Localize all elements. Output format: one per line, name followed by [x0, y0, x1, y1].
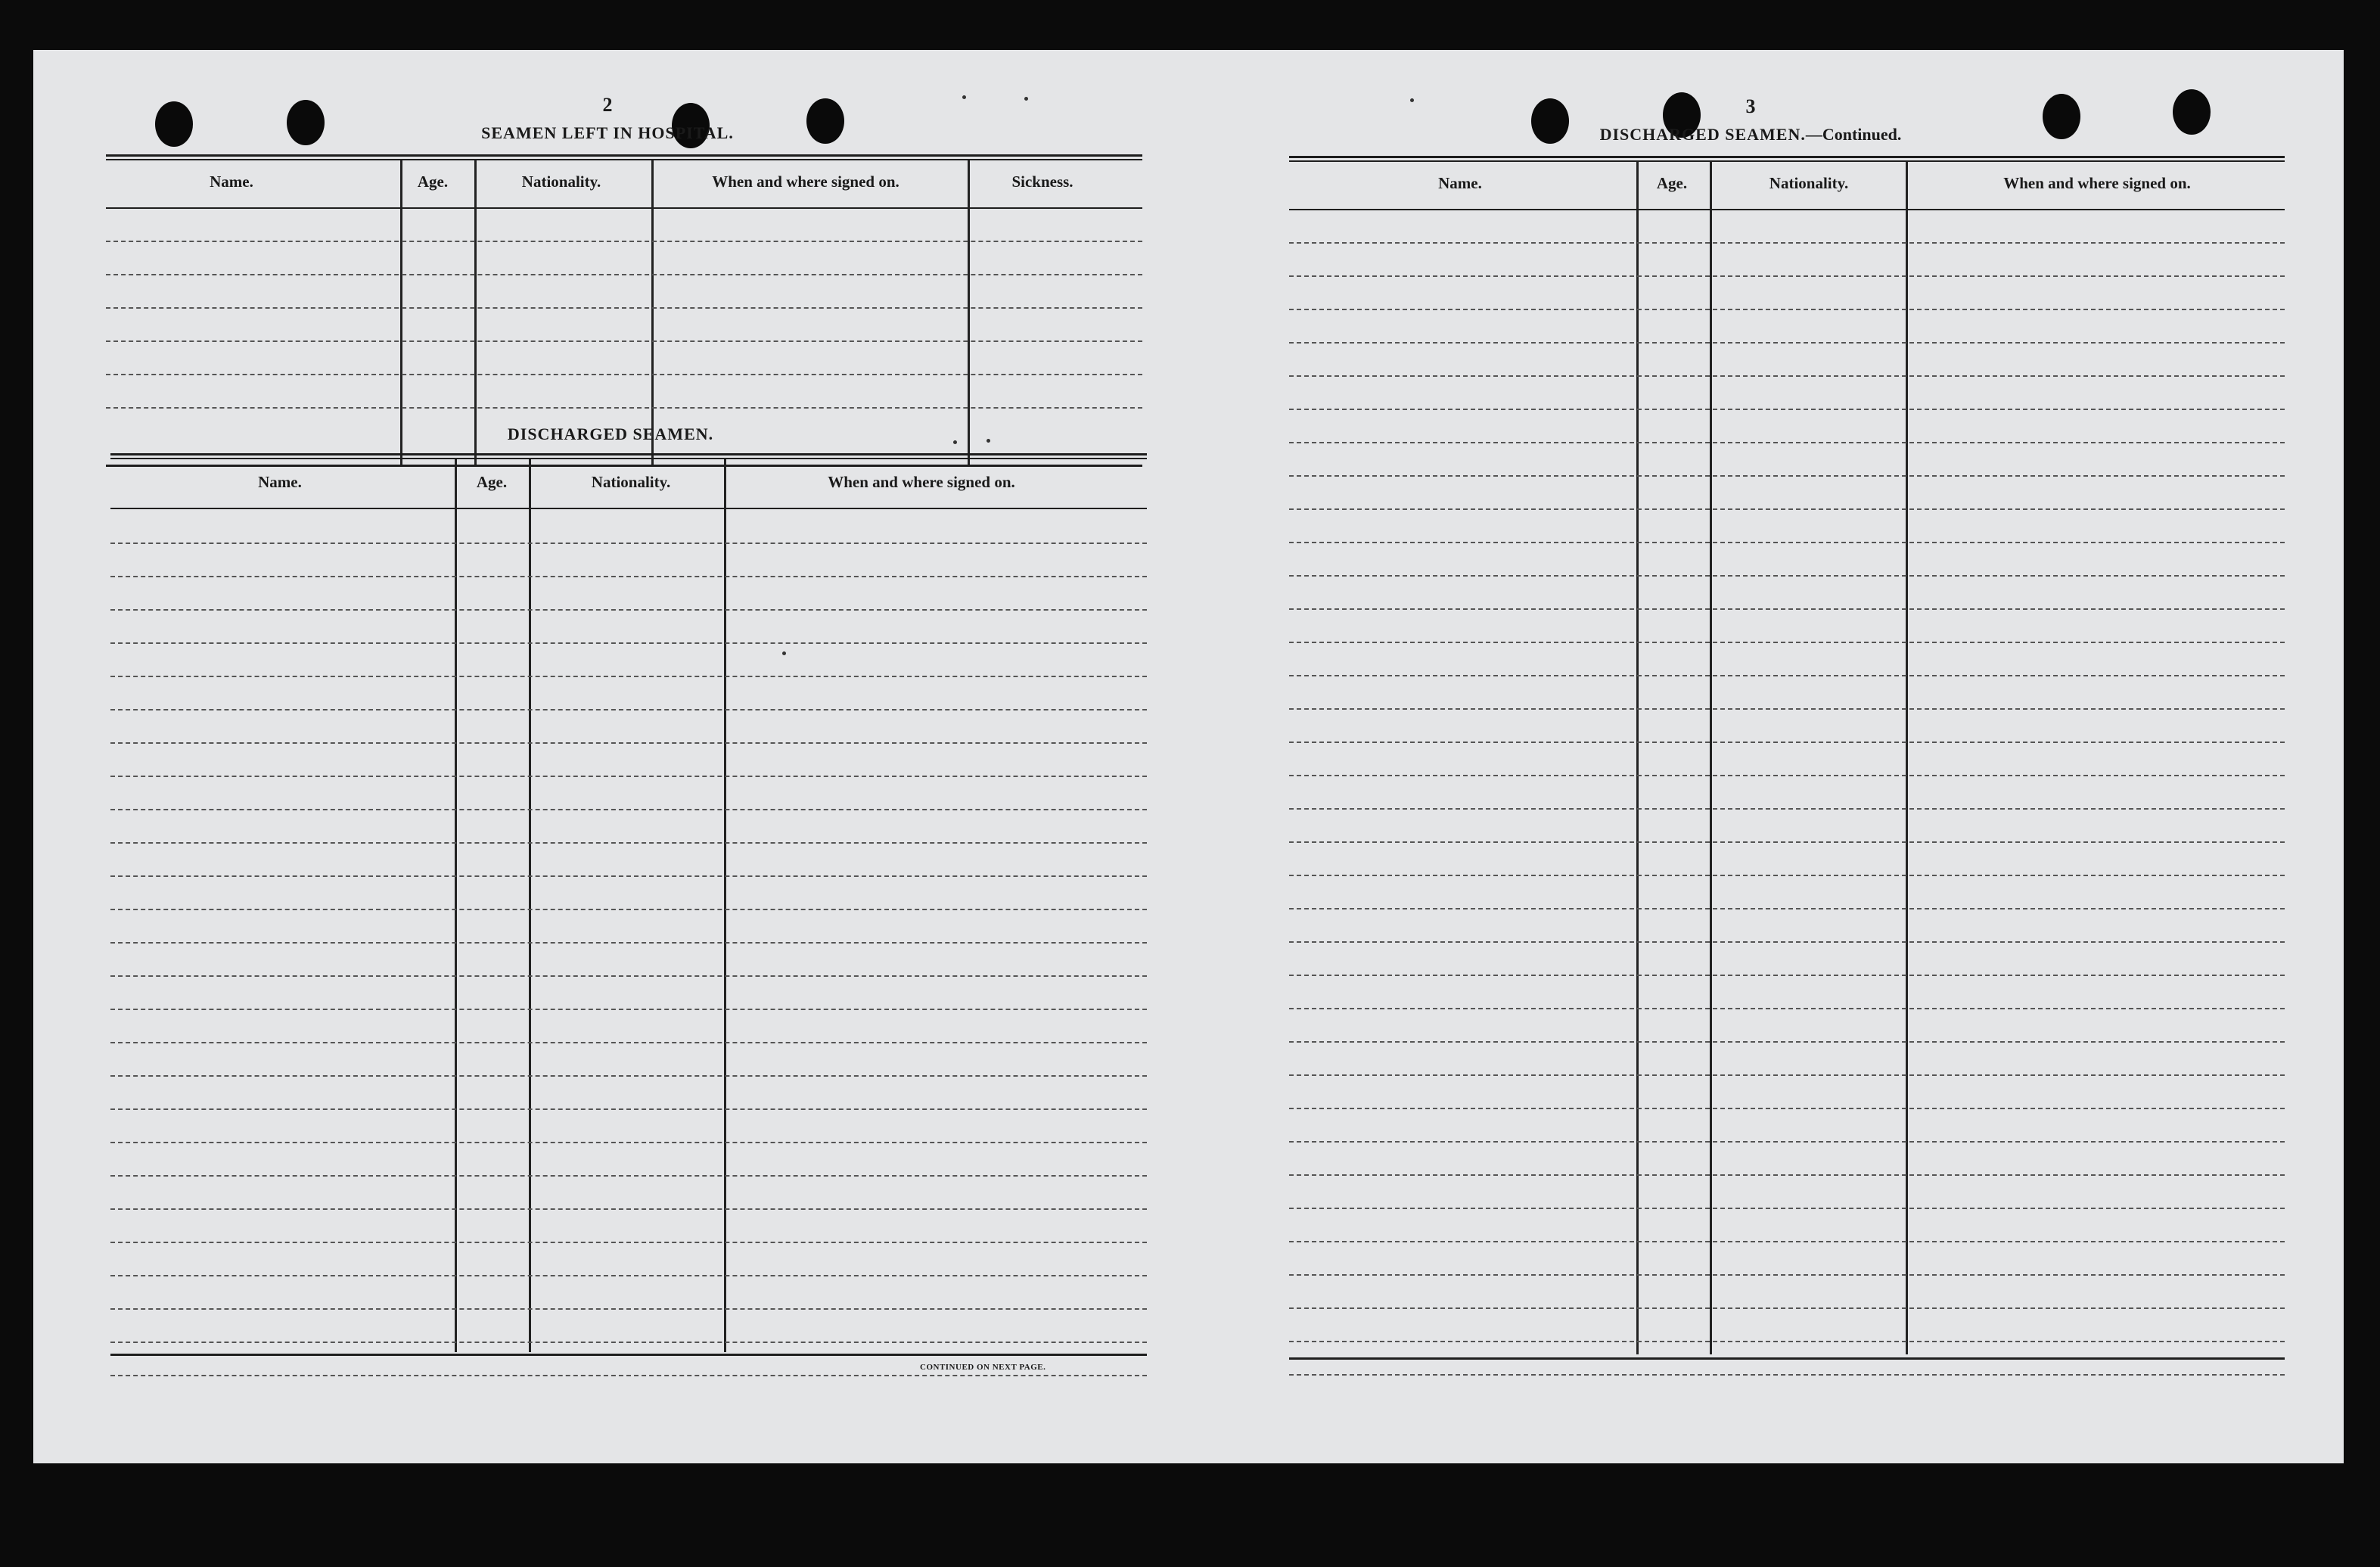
entry-line	[110, 709, 1147, 710]
entry-line	[1289, 841, 2285, 843]
entry-line	[1289, 242, 2285, 244]
left-page	[33, 50, 1188, 1463]
entry-line	[1289, 1141, 2285, 1143]
entry-line	[1289, 1074, 2285, 1076]
entry-line	[110, 576, 1147, 577]
column-header-name: Name.	[258, 473, 302, 491]
entry-line	[106, 340, 1142, 342]
entry-line	[1289, 275, 2285, 277]
entry-line	[110, 1142, 1147, 1143]
column-header-age: Age.	[417, 173, 449, 191]
entry-line	[1289, 375, 2285, 377]
entry-line	[1289, 309, 2285, 310]
entry-line	[1289, 1108, 2285, 1109]
entry-line	[1289, 1008, 2285, 1009]
entry-line	[1289, 908, 2285, 909]
entry-line	[1289, 642, 2285, 643]
hospital-table	[106, 154, 1142, 471]
entry-line	[1289, 1341, 2285, 1342]
entry-line	[1289, 1174, 2285, 1176]
entry-line	[1289, 708, 2285, 710]
entry-line	[110, 809, 1147, 810]
entry-line	[1289, 608, 2285, 610]
entry-line	[1289, 742, 2285, 743]
entry-line	[106, 407, 1142, 409]
section-title-main: DISCHARGED SEAMEN.	[1599, 125, 1806, 144]
entry-line	[110, 909, 1147, 910]
entry-line	[110, 1308, 1147, 1310]
entry-line	[1289, 508, 2285, 510]
entry-line	[1289, 542, 2285, 543]
entry-line	[1289, 442, 2285, 443]
column-header-name: Name.	[210, 173, 253, 191]
entry-line	[110, 1242, 1147, 1243]
entry-line	[106, 241, 1142, 242]
entry-line	[1289, 575, 2285, 577]
entry-line	[110, 776, 1147, 777]
entry-line	[110, 1075, 1147, 1077]
column-header-nationality: Nationality.	[591, 473, 671, 491]
discharged-table	[110, 453, 1147, 1399]
entry-line	[1289, 675, 2285, 676]
column-header-name: Name.	[1438, 174, 1482, 192]
entry-line	[1289, 808, 2285, 810]
column-header-signed-on: When and where signed on.	[712, 173, 899, 191]
entry-line	[1289, 875, 2285, 876]
entry-line	[1289, 409, 2285, 410]
column-header-age: Age.	[476, 473, 508, 491]
entry-line	[110, 1208, 1147, 1210]
page-number: 3	[1745, 95, 1756, 117]
discharged-section-title: DISCHARGED SEAMEN.	[507, 424, 714, 443]
entry-line	[1289, 342, 2285, 344]
entry-line	[1289, 775, 2285, 776]
entry-line	[110, 875, 1147, 877]
entry-line	[110, 1175, 1147, 1177]
entry-line	[110, 842, 1147, 844]
section-title-suffix: —Continued.	[1805, 125, 1902, 144]
entry-line	[1289, 941, 2285, 943]
continued-note: CONTINUED ON NEXT PAGE.	[920, 1363, 1046, 1372]
entry-line	[110, 1009, 1147, 1010]
page-number: 2	[602, 94, 613, 116]
column-header-nationality: Nationality.	[1769, 174, 1849, 192]
entry-line	[1289, 1241, 2285, 1242]
entry-line	[110, 742, 1147, 744]
entry-line	[110, 1375, 1147, 1376]
entry-line	[106, 307, 1142, 309]
column-header-sickness: Sickness.	[1011, 173, 1073, 191]
entry-line	[110, 609, 1147, 611]
entry-line	[110, 1108, 1147, 1110]
document-sheet	[33, 50, 2344, 1463]
entry-line	[1289, 1307, 2285, 1309]
entry-line	[1289, 1208, 2285, 1209]
entry-line	[1289, 475, 2285, 477]
hospital-section-title: SEAMEN LEFT IN HOSPITAL.	[481, 123, 734, 142]
entry-line	[1289, 1374, 2285, 1376]
entry-line	[1289, 975, 2285, 976]
entry-line	[110, 975, 1147, 977]
discharged-continued-table	[1289, 156, 2285, 1359]
entry-line	[110, 1275, 1147, 1276]
entry-line	[110, 642, 1147, 644]
right-page	[1188, 50, 2344, 1463]
entry-line	[110, 1342, 1147, 1343]
entry-line	[1289, 1274, 2285, 1276]
entry-line	[106, 374, 1142, 375]
discharged-continued-title	[1600, 125, 1902, 145]
entry-line	[110, 543, 1147, 544]
column-header-nationality: Nationality.	[521, 173, 601, 191]
entry-line	[1289, 1041, 2285, 1043]
column-header-signed-on: When and where signed on.	[828, 473, 1015, 491]
entry-line	[110, 1042, 1147, 1043]
column-header-signed-on: When and where signed on.	[2003, 174, 2191, 192]
entry-line	[106, 274, 1142, 275]
entry-line	[110, 942, 1147, 944]
column-header-age: Age.	[1656, 174, 1688, 192]
entry-line	[110, 676, 1147, 677]
